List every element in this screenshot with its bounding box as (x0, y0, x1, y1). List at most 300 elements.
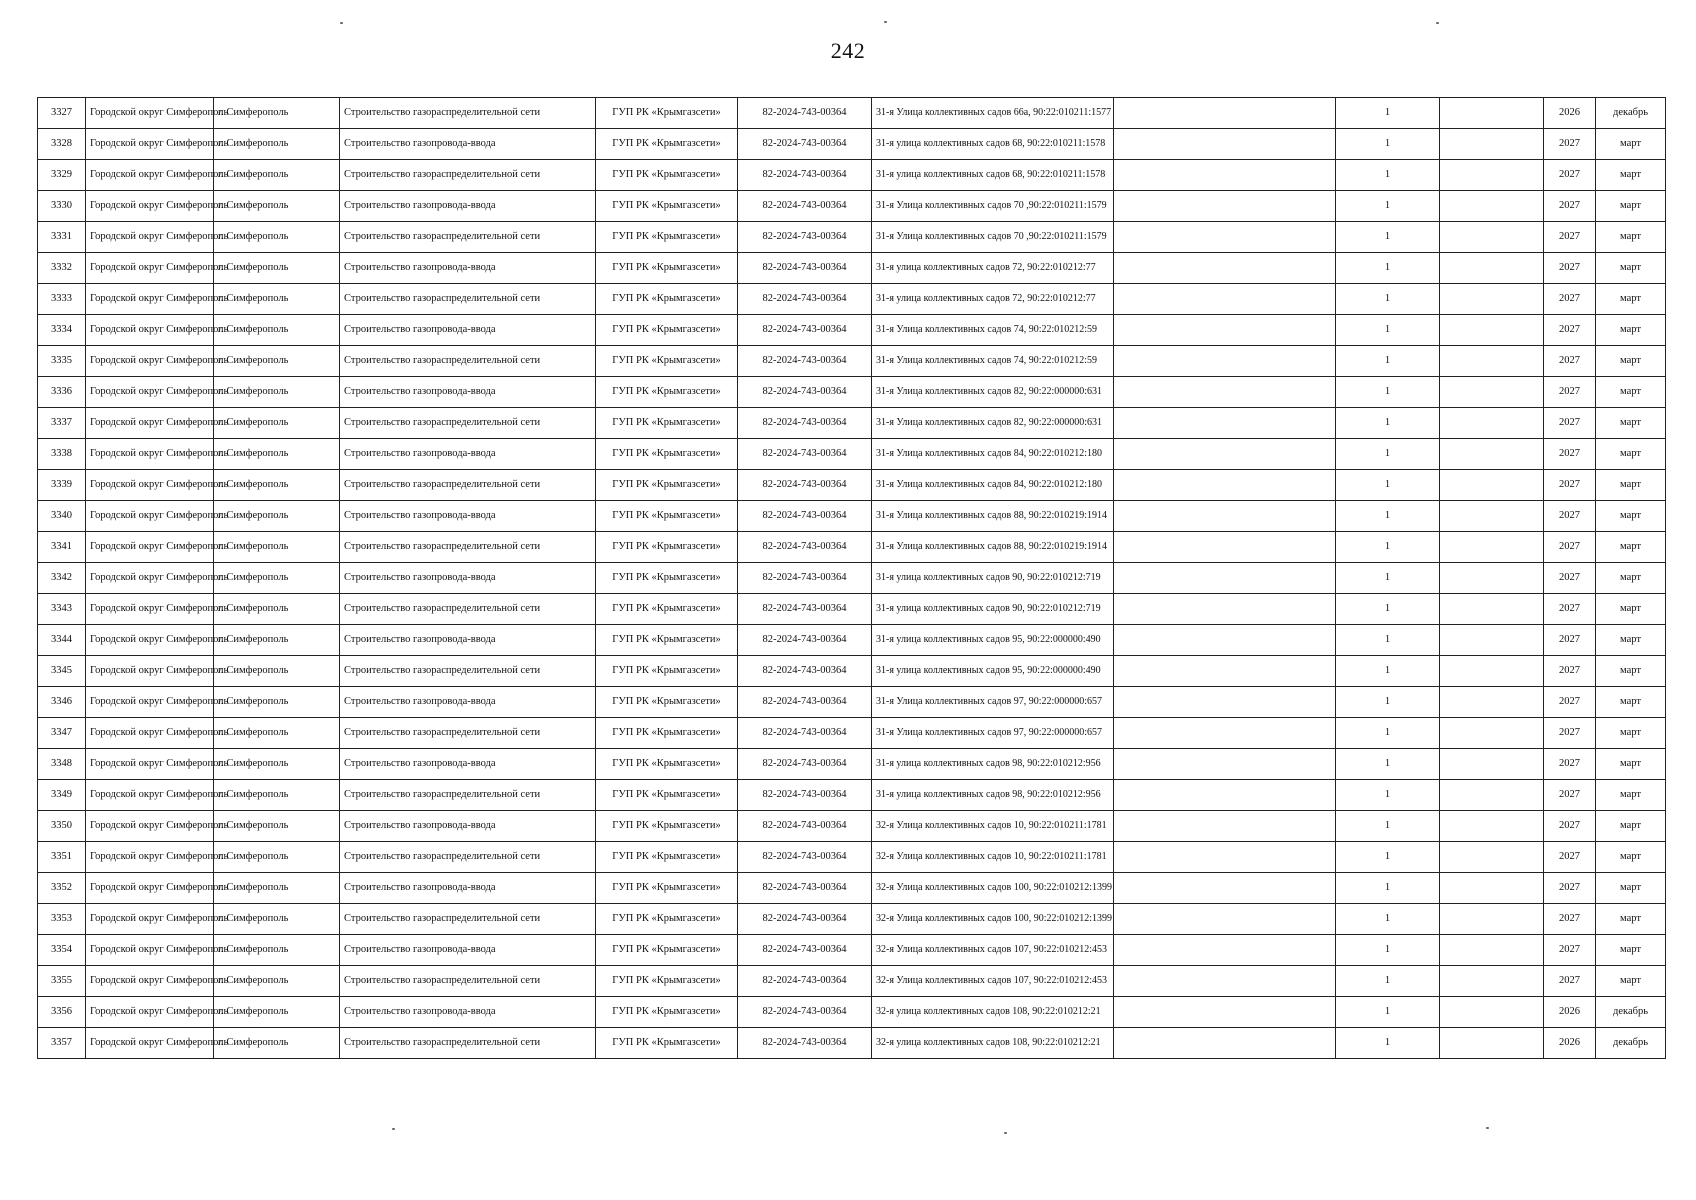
address-cell: 32-я улица коллективных садов 108, 90:22:010212:21 (872, 1028, 1114, 1059)
work-type-cell: Строительство газопровода-ввода (340, 315, 596, 346)
district-cell: Городской округ Симферополь (86, 470, 214, 501)
organization-cell: ГУП РК «Крымгазсети» (596, 966, 738, 997)
table-row (38, 625, 1666, 656)
empty-cell (1440, 656, 1544, 687)
organization-cell: ГУП РК «Крымгазсети» (596, 842, 738, 873)
district-cell: Городской округ Симферополь (86, 191, 214, 222)
document-number-cell: 82-2024-743-00364 (738, 284, 872, 315)
empty-cell (1440, 718, 1544, 749)
empty-cell (1114, 718, 1336, 749)
work-type-cell: Строительство газораспределительной сети (340, 532, 596, 563)
table-row (38, 873, 1666, 904)
scan-speck (340, 22, 343, 24)
empty-cell (1114, 532, 1336, 563)
row-number-cell: 3342 (38, 563, 86, 594)
empty-cell (1114, 98, 1336, 129)
quantity-cell: 1 (1336, 160, 1440, 191)
document-number-cell: 82-2024-743-00364 (738, 594, 872, 625)
address-cell: 32-я Улица коллективных садов 107, 90:22:010212:453 (872, 935, 1114, 966)
month-cell: март (1596, 625, 1666, 656)
year-cell: 2027 (1544, 687, 1596, 718)
year-cell: 2027 (1544, 749, 1596, 780)
district-cell: Городской округ Симферополь (86, 594, 214, 625)
register-body (38, 98, 1666, 1059)
district-cell: Городской округ Симферополь (86, 842, 214, 873)
work-type-cell: Строительство газопровода-ввода (340, 563, 596, 594)
organization-cell: ГУП РК «Крымгазсети» (596, 501, 738, 532)
month-cell: март (1596, 346, 1666, 377)
document-number-cell: 82-2024-743-00364 (738, 966, 872, 997)
year-cell: 2027 (1544, 780, 1596, 811)
organization-cell: ГУП РК «Крымгазсети» (596, 253, 738, 284)
table-row (38, 842, 1666, 873)
table-row (38, 377, 1666, 408)
month-cell: декабрь (1596, 1028, 1666, 1059)
empty-cell (1114, 346, 1336, 377)
address-cell: 31-я Улица коллективных садов 70 ,90:22:010211:1579 (872, 191, 1114, 222)
row-number-cell: 3346 (38, 687, 86, 718)
scan-speck (1486, 1127, 1489, 1129)
year-cell: 2027 (1544, 253, 1596, 284)
row-number-cell: 3341 (38, 532, 86, 563)
year-cell: 2027 (1544, 873, 1596, 904)
city-cell: г. Симферополь (214, 749, 340, 780)
empty-cell (1114, 222, 1336, 253)
scan-speck (884, 21, 887, 23)
year-cell: 2027 (1544, 222, 1596, 253)
work-type-cell: Строительство газораспределительной сети (340, 966, 596, 997)
table-row (38, 532, 1666, 563)
empty-cell (1114, 129, 1336, 160)
row-number-cell: 3349 (38, 780, 86, 811)
address-cell: 31-я Улица коллективных садов 66а, 90:22:010211:1577 (872, 98, 1114, 129)
quantity-cell: 1 (1336, 98, 1440, 129)
organization-cell: ГУП РК «Крымгазсети» (596, 532, 738, 563)
empty-cell (1440, 563, 1544, 594)
city-cell: г. Симферополь (214, 656, 340, 687)
work-type-cell: Строительство газопровода-ввода (340, 749, 596, 780)
empty-cell (1440, 935, 1544, 966)
empty-cell (1440, 160, 1544, 191)
address-cell: 32-я Улица коллективных садов 100, 90:22:010212:1399 (872, 873, 1114, 904)
quantity-cell: 1 (1336, 811, 1440, 842)
month-cell: март (1596, 563, 1666, 594)
work-type-cell: Строительство газораспределительной сети (340, 470, 596, 501)
address-cell: 31-я Улица коллективных садов 88, 90:22:010219:1914 (872, 532, 1114, 563)
district-cell: Городской округ Симферополь (86, 501, 214, 532)
empty-cell (1114, 811, 1336, 842)
organization-cell: ГУП РК «Крымгазсети» (596, 377, 738, 408)
work-type-cell: Строительство газораспределительной сети (340, 594, 596, 625)
quantity-cell: 1 (1336, 625, 1440, 656)
empty-cell (1440, 1028, 1544, 1059)
quantity-cell: 1 (1336, 470, 1440, 501)
row-number-cell: 3338 (38, 439, 86, 470)
organization-cell: ГУП РК «Крымгазсети» (596, 408, 738, 439)
month-cell: март (1596, 904, 1666, 935)
table-row (38, 284, 1666, 315)
district-cell: Городской округ Симферополь (86, 780, 214, 811)
work-type-cell: Строительство газопровода-ввода (340, 687, 596, 718)
district-cell: Городской округ Симферополь (86, 315, 214, 346)
city-cell: г. Симферополь (214, 439, 340, 470)
empty-cell (1114, 377, 1336, 408)
empty-cell (1114, 315, 1336, 346)
row-number-cell: 3330 (38, 191, 86, 222)
month-cell: март (1596, 935, 1666, 966)
year-cell: 2027 (1544, 718, 1596, 749)
work-type-cell: Строительство газораспределительной сети (340, 222, 596, 253)
empty-cell (1440, 284, 1544, 315)
organization-cell: ГУП РК «Крымгазсети» (596, 470, 738, 501)
page-number: 242 (830, 38, 866, 63)
city-cell: г. Симферополь (214, 904, 340, 935)
work-type-cell: Строительство газораспределительной сети (340, 98, 596, 129)
work-type-cell: Строительство газопровода-ввода (340, 997, 596, 1028)
empty-cell (1114, 780, 1336, 811)
document-number-cell: 82-2024-743-00364 (738, 656, 872, 687)
row-number-cell: 3354 (38, 935, 86, 966)
organization-cell: ГУП РК «Крымгазсети» (596, 749, 738, 780)
month-cell: март (1596, 718, 1666, 749)
document-number-cell: 82-2024-743-00364 (738, 470, 872, 501)
organization-cell: ГУП РК «Крымгазсети» (596, 997, 738, 1028)
month-cell: март (1596, 284, 1666, 315)
quantity-cell: 1 (1336, 687, 1440, 718)
work-type-cell: Строительство газораспределительной сети (340, 346, 596, 377)
table-row (38, 718, 1666, 749)
quantity-cell: 1 (1336, 749, 1440, 780)
year-cell: 2027 (1544, 532, 1596, 563)
district-cell: Городской округ Симферополь (86, 687, 214, 718)
year-cell: 2027 (1544, 656, 1596, 687)
row-number-cell: 3332 (38, 253, 86, 284)
work-type-cell: Строительство газораспределительной сети (340, 160, 596, 191)
empty-cell (1440, 780, 1544, 811)
month-cell: март (1596, 873, 1666, 904)
document-number-cell: 82-2024-743-00364 (738, 315, 872, 346)
row-number-cell: 3347 (38, 718, 86, 749)
city-cell: г. Симферополь (214, 377, 340, 408)
organization-cell: ГУП РК «Крымгазсети» (596, 191, 738, 222)
empty-cell (1440, 842, 1544, 873)
district-cell: Городской округ Симферополь (86, 935, 214, 966)
organization-cell: ГУП РК «Крымгазсети» (596, 780, 738, 811)
empty-cell (1114, 408, 1336, 439)
row-number-cell: 3352 (38, 873, 86, 904)
empty-cell (1440, 966, 1544, 997)
city-cell: г. Симферополь (214, 346, 340, 377)
city-cell: г. Симферополь (214, 687, 340, 718)
table-row (38, 749, 1666, 780)
city-cell: г. Симферополь (214, 594, 340, 625)
scan-speck (392, 1128, 395, 1130)
district-cell: Городской округ Симферополь (86, 625, 214, 656)
address-cell: 31-я улица коллективных садов 68, 90:22:010211:1578 (872, 129, 1114, 160)
district-cell: Городской округ Симферополь (86, 129, 214, 160)
city-cell: г. Симферополь (214, 966, 340, 997)
document-number-cell: 82-2024-743-00364 (738, 811, 872, 842)
table-row (38, 253, 1666, 284)
organization-cell: ГУП РК «Крымгазсети» (596, 439, 738, 470)
table-row (38, 1028, 1666, 1059)
address-cell: 31-я Улица коллективных садов 97, 90:22:000000:657 (872, 718, 1114, 749)
table-row (38, 501, 1666, 532)
address-cell: 32-я улица коллективных садов 108, 90:22:010212:21 (872, 997, 1114, 1028)
document-number-cell: 82-2024-743-00364 (738, 904, 872, 935)
table-row (38, 470, 1666, 501)
month-cell: март (1596, 129, 1666, 160)
empty-cell (1440, 315, 1544, 346)
empty-cell (1440, 377, 1544, 408)
city-cell: г. Симферополь (214, 811, 340, 842)
city-cell: г. Симферополь (214, 563, 340, 594)
quantity-cell: 1 (1336, 656, 1440, 687)
work-type-cell: Строительство газопровода-ввода (340, 935, 596, 966)
empty-cell (1114, 439, 1336, 470)
organization-cell: ГУП РК «Крымгазсети» (596, 656, 738, 687)
empty-cell (1114, 656, 1336, 687)
organization-cell: ГУП РК «Крымгазсети» (596, 904, 738, 935)
month-cell: март (1596, 780, 1666, 811)
document-number-cell: 82-2024-743-00364 (738, 501, 872, 532)
empty-cell (1440, 129, 1544, 160)
empty-cell (1114, 997, 1336, 1028)
work-type-cell: Строительство газопровода-ввода (340, 129, 596, 160)
year-cell: 2027 (1544, 935, 1596, 966)
empty-cell (1114, 470, 1336, 501)
quantity-cell: 1 (1336, 284, 1440, 315)
district-cell: Городской округ Симферополь (86, 811, 214, 842)
table-row (38, 687, 1666, 718)
table-row (38, 563, 1666, 594)
document-number-cell: 82-2024-743-00364 (738, 129, 872, 160)
district-cell: Городской округ Симферополь (86, 98, 214, 129)
document-number-cell: 82-2024-743-00364 (738, 408, 872, 439)
district-cell: Городской округ Симферополь (86, 718, 214, 749)
address-cell: 31-я улица коллективных садов 95, 90:22:000000:490 (872, 625, 1114, 656)
address-cell: 31-я улица коллективных садов 98, 90:22:010212:956 (872, 749, 1114, 780)
row-number-cell: 3353 (38, 904, 86, 935)
year-cell: 2027 (1544, 904, 1596, 935)
document-number-cell: 82-2024-743-00364 (738, 935, 872, 966)
row-number-cell: 3331 (38, 222, 86, 253)
district-cell: Городской округ Симферополь (86, 377, 214, 408)
empty-cell (1114, 935, 1336, 966)
quantity-cell: 1 (1336, 563, 1440, 594)
address-cell: 31-я улица коллективных садов 98, 90:22:010212:956 (872, 780, 1114, 811)
work-type-cell: Строительство газопровода-ввода (340, 625, 596, 656)
work-type-cell: Строительство газопровода-ввода (340, 377, 596, 408)
document-number-cell: 82-2024-743-00364 (738, 160, 872, 191)
organization-cell: ГУП РК «Крымгазсети» (596, 284, 738, 315)
city-cell: г. Симферополь (214, 625, 340, 656)
address-cell: 31-я Улица коллективных садов 74, 90:22:010212:59 (872, 315, 1114, 346)
row-number-cell: 3355 (38, 966, 86, 997)
document-number-cell: 82-2024-743-00364 (738, 532, 872, 563)
organization-cell: ГУП РК «Крымгазсети» (596, 98, 738, 129)
address-cell: 31-я Улица коллективных садов 70 ,90:22:010211:1579 (872, 222, 1114, 253)
month-cell: март (1596, 315, 1666, 346)
year-cell: 2027 (1544, 811, 1596, 842)
table-row (38, 811, 1666, 842)
quantity-cell: 1 (1336, 966, 1440, 997)
quantity-cell: 1 (1336, 377, 1440, 408)
district-cell: Городской округ Симферополь (86, 346, 214, 377)
city-cell: г. Симферополь (214, 873, 340, 904)
month-cell: март (1596, 687, 1666, 718)
year-cell: 2027 (1544, 842, 1596, 873)
month-cell: март (1596, 501, 1666, 532)
year-cell: 2027 (1544, 439, 1596, 470)
month-cell: март (1596, 439, 1666, 470)
work-type-cell: Строительство газопровода-ввода (340, 439, 596, 470)
city-cell: г. Симферополь (214, 718, 340, 749)
organization-cell: ГУП РК «Крымгазсети» (596, 718, 738, 749)
city-cell: г. Симферополь (214, 842, 340, 873)
table-row (38, 935, 1666, 966)
quantity-cell: 1 (1336, 253, 1440, 284)
empty-cell (1114, 284, 1336, 315)
document-number-cell: 82-2024-743-00364 (738, 253, 872, 284)
month-cell: март (1596, 966, 1666, 997)
year-cell: 2027 (1544, 284, 1596, 315)
district-cell: Городской округ Симферополь (86, 439, 214, 470)
city-cell: г. Симферополь (214, 160, 340, 191)
month-cell: март (1596, 191, 1666, 222)
year-cell: 2027 (1544, 594, 1596, 625)
year-cell: 2027 (1544, 160, 1596, 191)
table-row (38, 656, 1666, 687)
organization-cell: ГУП РК «Крымгазсети» (596, 346, 738, 377)
district-cell: Городской округ Симферополь (86, 532, 214, 563)
address-cell: 31-я Улица коллективных садов 74, 90:22:010212:59 (872, 346, 1114, 377)
month-cell: март (1596, 811, 1666, 842)
register-table (37, 97, 1666, 1059)
row-number-cell: 3343 (38, 594, 86, 625)
district-cell: Городской округ Симферополь (86, 904, 214, 935)
work-type-cell: Строительство газораспределительной сети (340, 780, 596, 811)
city-cell: г. Симферополь (214, 253, 340, 284)
document-number-cell: 82-2024-743-00364 (738, 1028, 872, 1059)
quantity-cell: 1 (1336, 532, 1440, 563)
empty-cell (1114, 749, 1336, 780)
row-number-cell: 3333 (38, 284, 86, 315)
address-cell: 31-я улица коллективных садов 72, 90:22:010212:77 (872, 284, 1114, 315)
district-cell: Городской округ Симферополь (86, 997, 214, 1028)
organization-cell: ГУП РК «Крымгазсети» (596, 687, 738, 718)
empty-cell (1114, 687, 1336, 718)
organization-cell: ГУП РК «Крымгазсети» (596, 594, 738, 625)
empty-cell (1114, 873, 1336, 904)
table-row (38, 408, 1666, 439)
table-row (38, 904, 1666, 935)
row-number-cell: 3345 (38, 656, 86, 687)
row-number-cell: 3344 (38, 625, 86, 656)
city-cell: г. Симферополь (214, 98, 340, 129)
row-number-cell: 3356 (38, 997, 86, 1028)
scan-speck (1004, 1132, 1007, 1134)
table-row (38, 346, 1666, 377)
organization-cell: ГУП РК «Крымгазсети» (596, 935, 738, 966)
district-cell: Городской округ Симферополь (86, 966, 214, 997)
work-type-cell: Строительство газораспределительной сети (340, 718, 596, 749)
month-cell: март (1596, 253, 1666, 284)
year-cell: 2027 (1544, 315, 1596, 346)
quantity-cell: 1 (1336, 501, 1440, 532)
address-cell: 31-я Улица коллективных садов 82, 90:22:000000:631 (872, 408, 1114, 439)
work-type-cell: Строительство газораспределительной сети (340, 1028, 596, 1059)
table-row (38, 191, 1666, 222)
address-cell: 32-я Улица коллективных садов 10, 90:22:010211:1781 (872, 842, 1114, 873)
empty-cell (1114, 160, 1336, 191)
document-number-cell: 82-2024-743-00364 (738, 98, 872, 129)
month-cell: март (1596, 408, 1666, 439)
empty-cell (1114, 966, 1336, 997)
row-number-cell: 3339 (38, 470, 86, 501)
address-cell: 31-я Улица коллективных садов 97, 90:22:000000:657 (872, 687, 1114, 718)
document-number-cell: 82-2024-743-00364 (738, 625, 872, 656)
empty-cell (1440, 532, 1544, 563)
year-cell: 2027 (1544, 191, 1596, 222)
organization-cell: ГУП РК «Крымгазсети» (596, 1028, 738, 1059)
month-cell: март (1596, 842, 1666, 873)
empty-cell (1114, 625, 1336, 656)
work-type-cell: Строительство газопровода-ввода (340, 811, 596, 842)
organization-cell: ГУП РК «Крымгазсети» (596, 222, 738, 253)
empty-cell (1114, 594, 1336, 625)
document-number-cell: 82-2024-743-00364 (738, 997, 872, 1028)
empty-cell (1440, 904, 1544, 935)
empty-cell (1114, 501, 1336, 532)
city-cell: г. Симферополь (214, 284, 340, 315)
quantity-cell: 1 (1336, 997, 1440, 1028)
month-cell: март (1596, 377, 1666, 408)
empty-cell (1440, 873, 1544, 904)
organization-cell: ГУП РК «Крымгазсети» (596, 873, 738, 904)
empty-cell (1114, 842, 1336, 873)
district-cell: Городской округ Симферополь (86, 253, 214, 284)
district-cell: Городской округ Симферополь (86, 563, 214, 594)
year-cell: 2026 (1544, 1028, 1596, 1059)
address-cell: 31-я улица коллективных садов 90, 90:22:010212:719 (872, 594, 1114, 625)
work-type-cell: Строительство газопровода-ввода (340, 253, 596, 284)
work-type-cell: Строительство газораспределительной сети (340, 656, 596, 687)
table-row (38, 966, 1666, 997)
quantity-cell: 1 (1336, 315, 1440, 346)
table-row (38, 222, 1666, 253)
row-number-cell: 3351 (38, 842, 86, 873)
year-cell: 2027 (1544, 377, 1596, 408)
district-cell: Городской округ Симферополь (86, 408, 214, 439)
city-cell: г. Симферополь (214, 408, 340, 439)
work-type-cell: Строительство газораспределительной сети (340, 904, 596, 935)
table-row (38, 780, 1666, 811)
empty-cell (1440, 687, 1544, 718)
empty-cell (1114, 191, 1336, 222)
quantity-cell: 1 (1336, 904, 1440, 935)
row-number-cell: 3348 (38, 749, 86, 780)
document-number-cell: 82-2024-743-00364 (738, 873, 872, 904)
document-number-cell: 82-2024-743-00364 (738, 377, 872, 408)
city-cell: г. Симферополь (214, 315, 340, 346)
city-cell: г. Симферополь (214, 997, 340, 1028)
table-row (38, 160, 1666, 191)
quantity-cell: 1 (1336, 1028, 1440, 1059)
quantity-cell: 1 (1336, 439, 1440, 470)
district-cell: Городской округ Симферополь (86, 656, 214, 687)
quantity-cell: 1 (1336, 191, 1440, 222)
